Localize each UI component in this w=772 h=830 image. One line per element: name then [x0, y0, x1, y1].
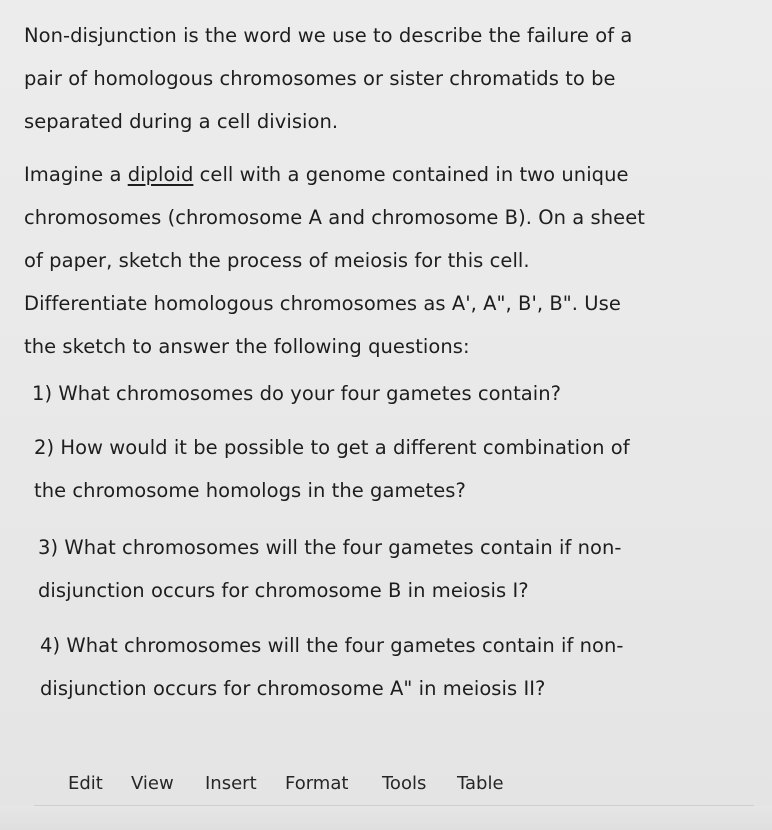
- menu-format[interactable]: Format: [285, 773, 349, 794]
- question-3: 3) What chromosomes will the four gametes contain if non- disjunction occurs for chromosome B in meiosis I?: [38, 536, 622, 602]
- prompt-text-end: cell with a genome contained in two unique chromosomes (chromosome A and chromosome B). On a sheet of paper, sketch the process of meiosis for this cell. Differentiate homologous chromosomes as A', A", B', B". Use the sketch to answer the following questions:: [24, 163, 645, 358]
- editor-area-edge: [0, 806, 772, 830]
- prompt-paragraph: [24, 153, 764, 368]
- diploid-term: diploid: [127, 163, 194, 186]
- menu-view[interactable]: View: [131, 773, 174, 794]
- menu-tools[interactable]: Tools: [382, 773, 427, 794]
- menu-insert[interactable]: Insert: [205, 773, 257, 794]
- question-4: 4) What chromosomes will the four gametes contain if non- disjunction occurs for chromosome A" in meiosis II?: [40, 634, 624, 700]
- question-1: 1) What chromosomes do your four gametes contain?: [32, 382, 562, 405]
- intro-paragraph: Non-disjunction is the word we use to describe the failure of a pair of homologous chromosomes or sister chromatids to be separated during a cell division.: [24, 24, 633, 133]
- menu-table[interactable]: Table: [457, 773, 504, 794]
- editor-menu-bar: [0, 760, 772, 806]
- menu-edit[interactable]: Edit: [68, 773, 103, 794]
- question-2: 2) How would it be possible to get a different combination of the chromosome homologs in the gametes?: [34, 436, 630, 502]
- prompt-text-start: Imagine a: [24, 163, 128, 186]
